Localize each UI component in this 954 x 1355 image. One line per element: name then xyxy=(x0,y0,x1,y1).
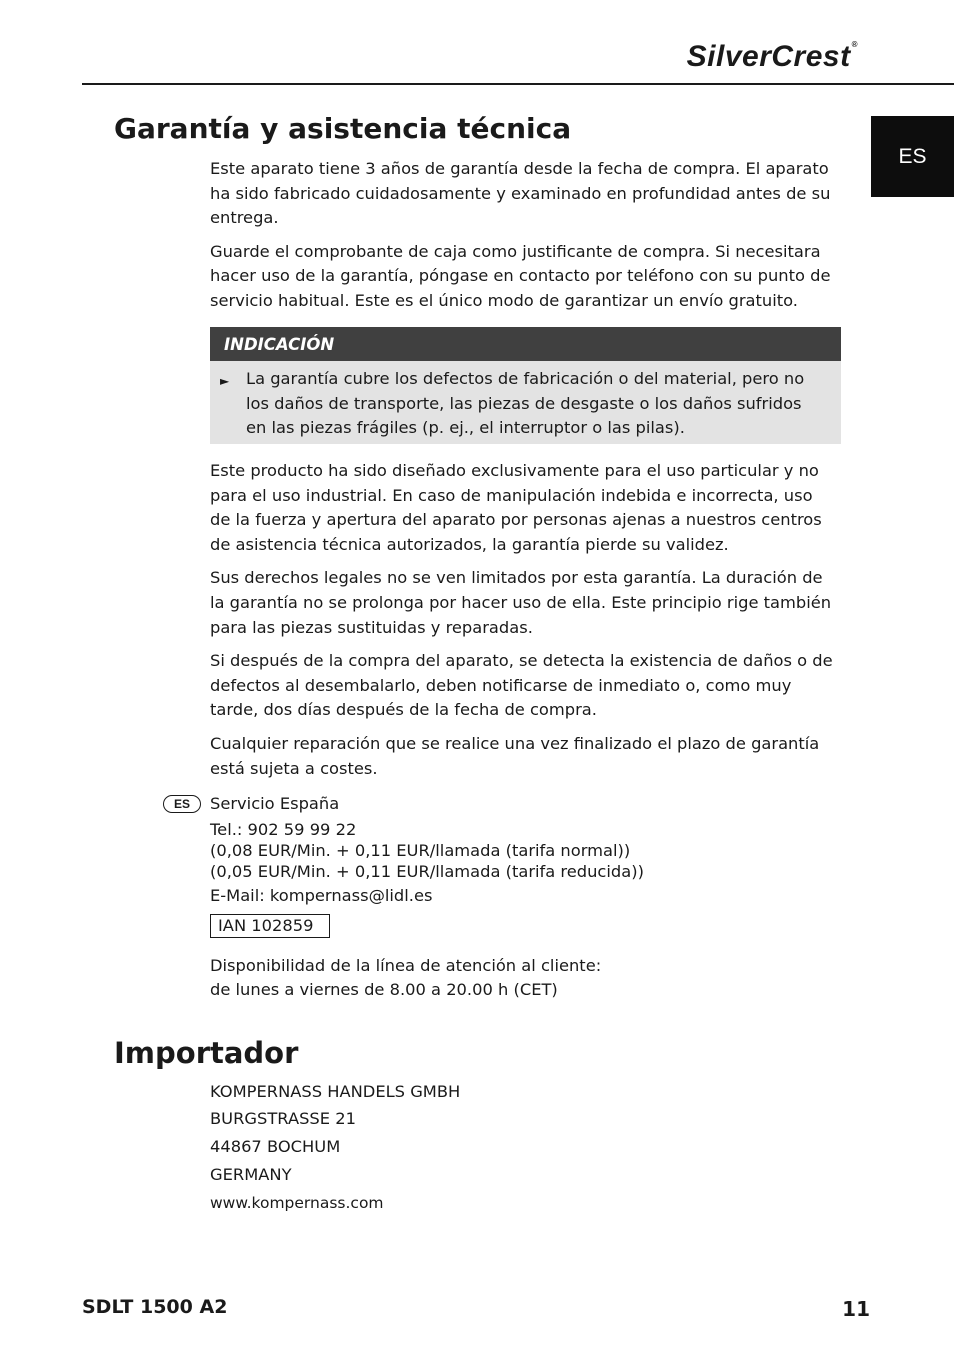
note-text: La garantía cubre los defectos de fabricación o del material, pero no los daños de transporte, las piezas de desgaste o los daños sufridos en las piezas frágiles (p. ej., el interruptor o las pilas). xyxy=(246,369,805,438)
note-heading: INDICACIÓN xyxy=(210,327,841,361)
service-rate-reduced: (0,05 EUR/Min. + 0,11 EUR/llamada (tarifa reducida)) xyxy=(210,862,644,881)
warranty-intro xyxy=(210,157,835,314)
header-rule xyxy=(82,83,954,85)
paragraph: Este producto ha sido diseñado exclusivamente para el uso particular y no para el uso industrial. En caso de manipulación indebida e incorrecta, uso de la fuerza y apertura del aparato por personas ajenas a nuestros centros de asistencia técnica autorizados, la garantía pierde su validez. xyxy=(210,461,822,554)
importer-title: Importador xyxy=(114,1036,299,1070)
service-phone: Tel.: 902 59 99 22 xyxy=(210,820,357,839)
paragraph: Si después de la compra del aparato, se detecta la existencia de daños o de defectos al desembalarlo, deben notificarse de inmediato o, como muy tarde, dos días después de la fecha de compra. xyxy=(210,651,833,720)
warranty-title: Garantía y asistencia técnica xyxy=(114,112,572,145)
language-tab xyxy=(871,116,954,197)
importer-company: KOMPERNASS HANDELS GMBH xyxy=(210,1082,461,1101)
paragraph: Este aparato tiene 3 años de garantía desde la fecha de compra. El aparato ha sido fabricado cuidadosamente y examinado en profundidad antes de su entrega. xyxy=(210,159,831,228)
page-number: 11 xyxy=(842,1297,870,1321)
importer-street: BURGSTRASSE 21 xyxy=(210,1109,356,1128)
brand-name: SilverCrest xyxy=(686,40,851,73)
note-box xyxy=(210,327,841,444)
bullet-triangle-icon: ► xyxy=(220,374,230,388)
ian-number: IAN 102859 xyxy=(210,914,330,938)
paragraph: Guarde el comprobante de caja como justificante de compra. Si necesitara hacer uso de la garantía, póngase en contacto por teléfono con su punto de servicio habitual. Este es el único modo de garantizar un envío gratuito. xyxy=(210,241,831,310)
brand-logo xyxy=(687,40,858,74)
service-rate-normal: (0,08 EUR/Min. + 0,11 EUR/llamada (tarifa normal)) xyxy=(210,841,631,860)
country-badge: ES xyxy=(163,795,201,813)
footer-model: SDLT 1500 A2 xyxy=(82,1296,228,1318)
language-tab-label: ES xyxy=(898,144,927,168)
note-body xyxy=(210,361,841,444)
importer-city: 44867 BOCHUM xyxy=(210,1137,341,1156)
availability-hours: de lunes a viernes de 8.00 a 20.00 h (CET) xyxy=(210,980,558,999)
paragraph: Sus derechos legales no se ven limitados por esta garantía. La duración de la garantía no se prolonga por hacer uso de ella. Este principio rige también para las piezas sustituidas y reparadas. xyxy=(210,568,832,637)
availability-title: Disponibilidad de la línea de atención al cliente: xyxy=(210,956,602,975)
importer-website: www.kompernass.com xyxy=(210,1194,384,1212)
registered-mark: ® xyxy=(851,40,858,49)
importer-country: GERMANY xyxy=(210,1165,292,1184)
service-title: Servicio España xyxy=(210,794,340,813)
service-email: E-Mail: kompernass@lidl.es xyxy=(210,886,433,905)
paragraph: Cualquier reparación que se realice una vez finalizado el plazo de garantía está sujeta a costes. xyxy=(210,733,820,778)
warranty-details xyxy=(210,459,835,781)
